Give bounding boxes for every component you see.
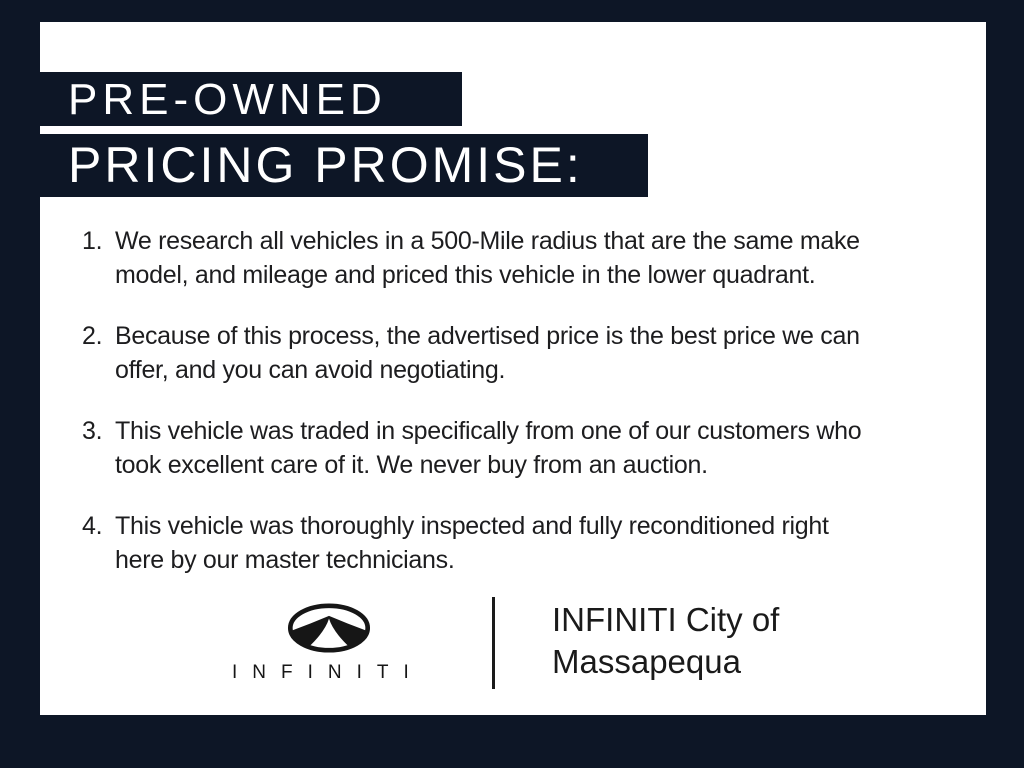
list-item-text xyxy=(115,414,861,482)
header-line2: PRICING PROMISE: xyxy=(68,137,583,193)
list-item-line: This vehicle was thoroughly inspected and fully reconditioned right xyxy=(115,512,829,540)
logo-divider xyxy=(492,597,495,689)
list-item-number: 4. xyxy=(82,512,103,540)
dealer-name xyxy=(552,599,779,683)
list-item-line: model, and mileage and priced this vehicle in the lower quadrant. xyxy=(115,261,816,289)
list-item xyxy=(82,224,972,292)
infiniti-wordmark: INFINITI xyxy=(232,662,424,683)
dealer-name-line1: INFINITI City of xyxy=(552,601,780,638)
list-item-text xyxy=(115,224,860,292)
list-item-line: We research all vehicles in a 500-Mile radius that are the same make xyxy=(115,227,860,255)
dealer-name-line2: Massapequa xyxy=(552,643,741,680)
list-item-line: offer, and you can avoid negotiating. xyxy=(115,356,506,384)
list-item xyxy=(82,414,972,482)
list-item-number: 3. xyxy=(82,417,103,445)
header-banner-pre-owned xyxy=(0,72,462,126)
list-item xyxy=(82,509,972,577)
list-item-text xyxy=(115,509,829,577)
list-item-number: 1. xyxy=(82,227,103,255)
list-item xyxy=(82,319,972,387)
list-item-line: This vehicle was traded in specifically from one of our customers who xyxy=(115,417,862,445)
infiniti-emblem-icon xyxy=(286,602,372,654)
list-item-number: 2. xyxy=(82,322,103,350)
list-item-text xyxy=(115,319,860,387)
header-line1: PRE-OWNED xyxy=(68,75,387,124)
list-item-line: here by our master technicians. xyxy=(115,546,455,574)
list-item-line: took excellent care of it. We never buy from an auction. xyxy=(115,451,708,479)
promise-list xyxy=(82,224,972,604)
list-item-line: Because of this process, the advertised price is the best price we can xyxy=(115,322,860,350)
header-banner-pricing-promise xyxy=(0,134,648,197)
